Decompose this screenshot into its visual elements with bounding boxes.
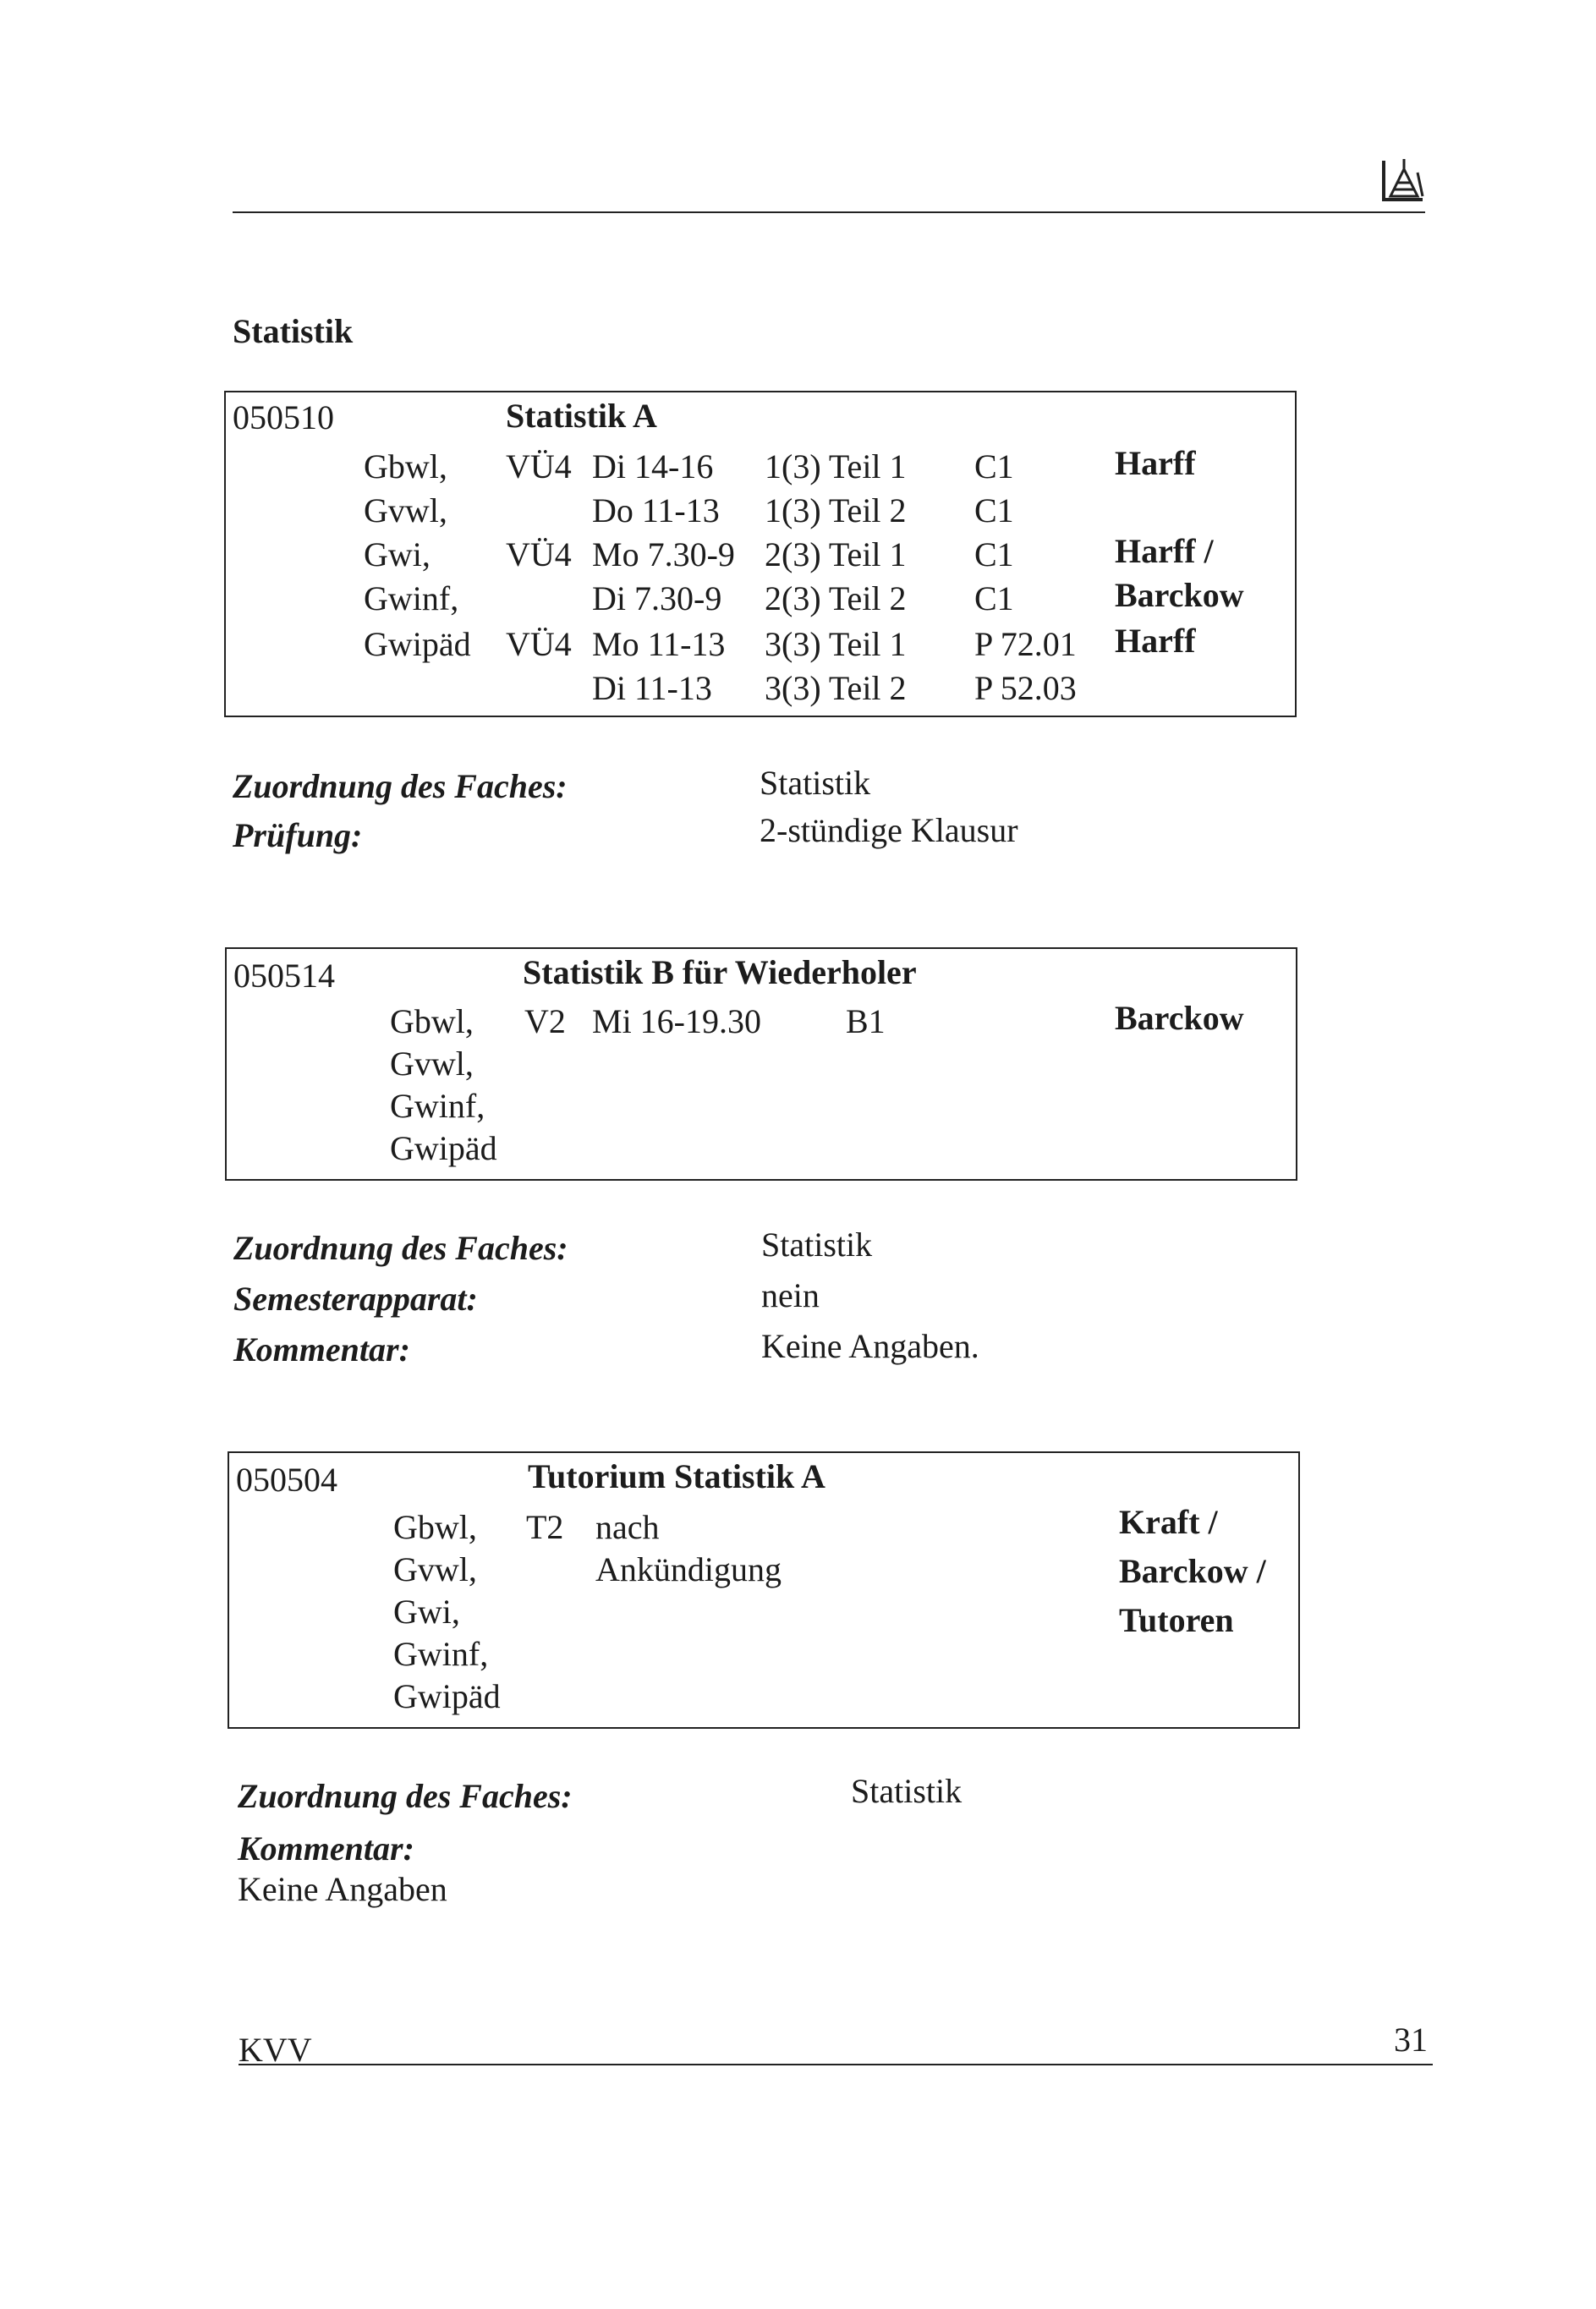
course-type: T2 — [526, 1508, 564, 1546]
course-time: Di 14-16 — [592, 447, 714, 485]
course-number: 050510 — [233, 398, 334, 436]
header-rule — [233, 211, 1425, 213]
course-time: Mo 11-13 — [592, 625, 726, 663]
group-label: Gwipäd — [393, 1677, 501, 1715]
group-label: Gwi, — [364, 535, 431, 573]
course-time: Mo 7.30-9 — [592, 535, 735, 573]
course-room: C1 — [974, 447, 1014, 485]
course-lecturer: Barckow — [1115, 999, 1244, 1037]
course-lecturer: Kraft / — [1119, 1503, 1218, 1541]
course-room: C1 — [974, 535, 1014, 573]
info-label: Prüfung: — [233, 816, 363, 854]
course-part: 2(3) Teil 1 — [765, 535, 907, 573]
course-time: Do 11-13 — [592, 491, 720, 529]
info-value: 2-stündige Klausur — [760, 811, 1018, 849]
section-title: Statistik — [233, 312, 354, 350]
course-time: Di 7.30-9 — [592, 579, 722, 617]
group-label: Gbwl, — [393, 1508, 477, 1546]
course-room: C1 — [974, 491, 1014, 529]
footer-left: KVV — [239, 2031, 312, 2069]
info-value: Statistik — [851, 1772, 963, 1810]
info-value: Statistik — [761, 1226, 873, 1264]
course-part: 1(3) Teil 2 — [765, 491, 907, 529]
group-label: Gbwl, — [364, 447, 447, 485]
info-label: Kommentar: — [238, 1829, 414, 1867]
course-lecturer: Harff — [1115, 444, 1196, 482]
course-lecturer: Barckow — [1115, 576, 1244, 614]
course-room: C1 — [974, 579, 1014, 617]
course-part: 2(3) Teil 2 — [765, 579, 907, 617]
group-label: Gwinf, — [364, 579, 459, 617]
info-label: Semesterapparat: — [233, 1280, 478, 1318]
course-room: B1 — [846, 1002, 886, 1040]
group-label: Gvwl, — [364, 491, 447, 529]
course-number: 050514 — [233, 957, 335, 995]
course-part: 3(3) Teil 2 — [765, 669, 907, 707]
emblem-icon — [1379, 152, 1426, 205]
info-label: Zuordnung des Faches: — [238, 1777, 573, 1815]
course-number: 050504 — [236, 1461, 337, 1499]
group-label: Gwinf, — [393, 1635, 489, 1673]
course-time: Ankündigung — [595, 1550, 782, 1588]
course-title: Statistik B für Wiederholer — [523, 953, 917, 991]
info-label: Zuordnung des Faches: — [233, 767, 568, 805]
page-number: 31 — [1394, 2021, 1428, 2059]
course-title: Tutorium Statistik A — [528, 1457, 825, 1495]
info-label: Kommentar: — [233, 1330, 410, 1368]
footer-rule — [239, 2064, 1433, 2065]
course-part: 3(3) Teil 1 — [765, 625, 907, 663]
info-label: Zuordnung des Faches: — [233, 1229, 568, 1267]
course-time: nach — [595, 1508, 660, 1546]
group-label: Gvwl, — [393, 1550, 477, 1588]
group-label: Gvwl, — [390, 1045, 474, 1083]
course-lecturer: Tutoren — [1119, 1601, 1234, 1639]
group-label: Gwi, — [393, 1593, 460, 1631]
group-label: Gwipäd — [390, 1129, 497, 1167]
course-room: P 72.01 — [974, 625, 1077, 663]
course-type: VÜ4 — [506, 625, 572, 663]
course-lecturer: Harff — [1115, 622, 1196, 660]
group-label: Gwipäd — [364, 625, 471, 663]
info-value: Keine Angaben — [238, 1870, 447, 1908]
course-time: Mi 16-19.30 — [592, 1002, 761, 1040]
group-label: Gwinf, — [390, 1087, 485, 1125]
course-type: VÜ4 — [506, 535, 572, 573]
course-lecturer: Harff / — [1115, 532, 1214, 570]
course-room: P 52.03 — [974, 669, 1077, 707]
info-value: Keine Angaben. — [761, 1327, 979, 1365]
course-title: Statistik A — [506, 397, 657, 435]
course-type: VÜ4 — [506, 447, 572, 485]
course-part: 1(3) Teil 1 — [765, 447, 907, 485]
group-label: Gbwl, — [390, 1002, 474, 1040]
course-time: Di 11-13 — [592, 669, 712, 707]
info-value: Statistik — [760, 764, 871, 802]
course-type: V2 — [524, 1002, 566, 1040]
info-value: nein — [761, 1276, 820, 1314]
course-lecturer: Barckow / — [1119, 1552, 1266, 1590]
